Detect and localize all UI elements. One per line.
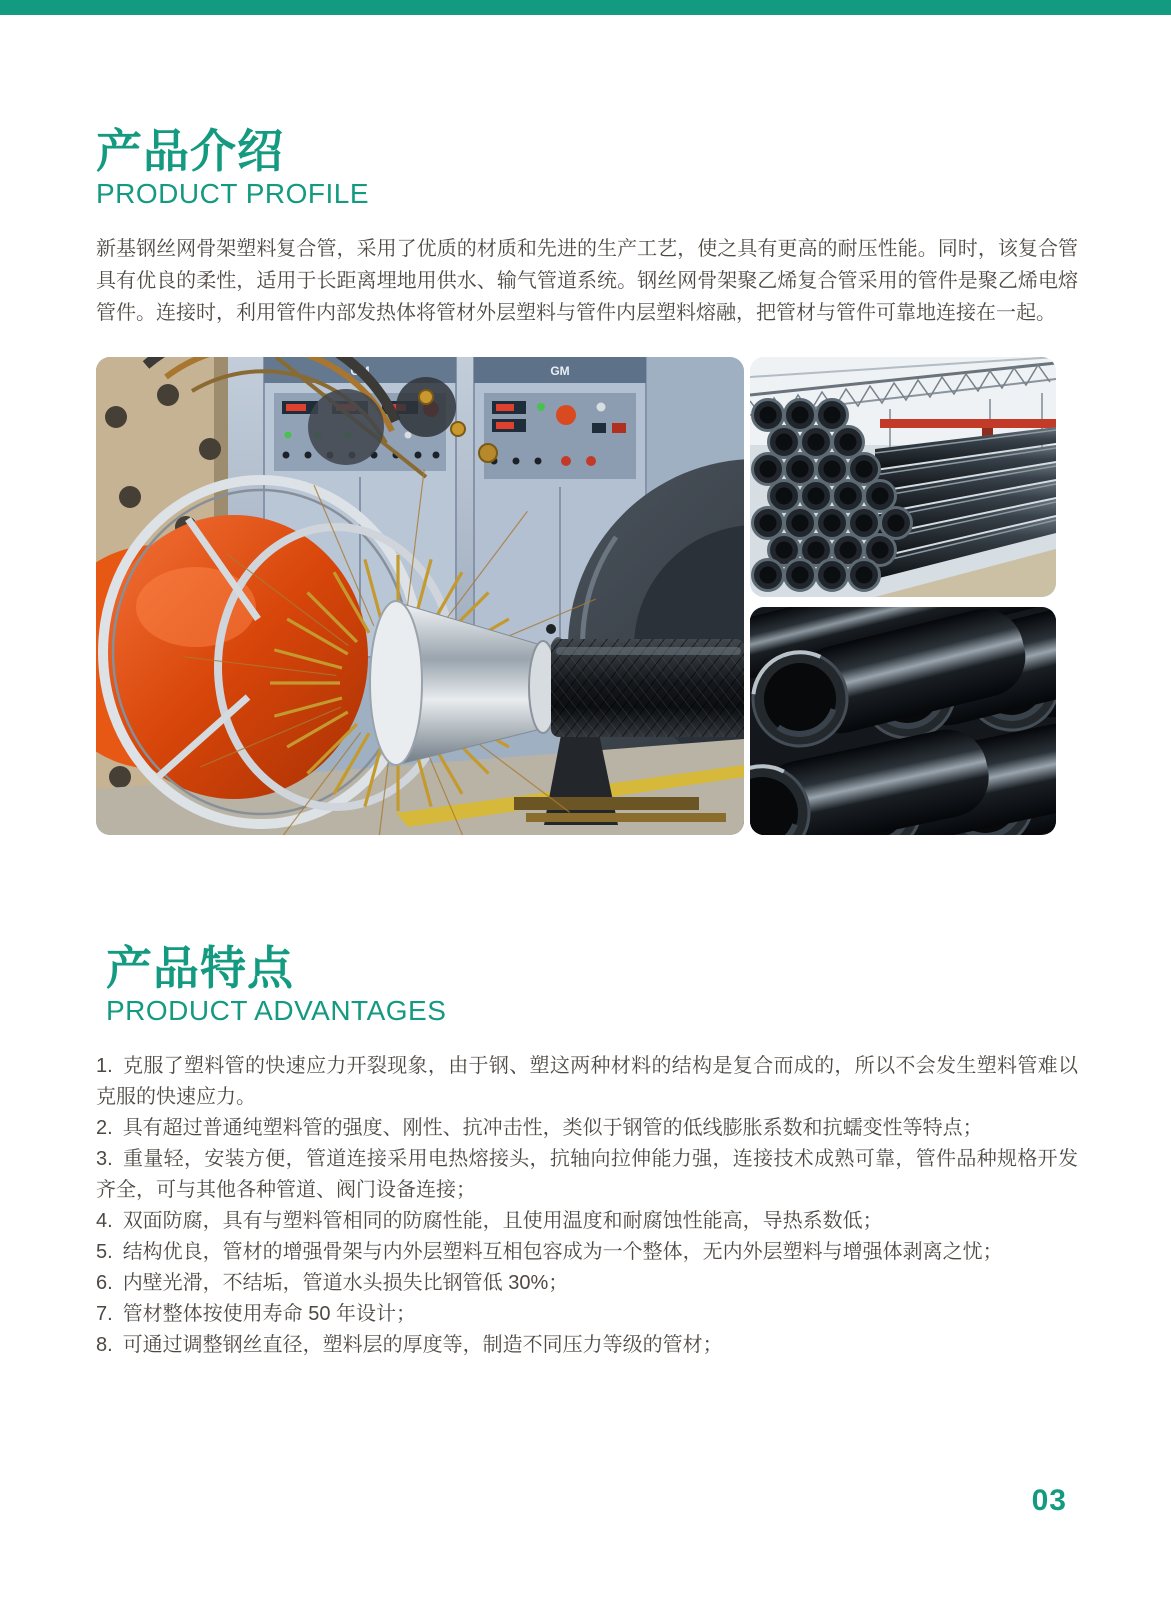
feature-number: 8. <box>96 1333 113 1356</box>
feature-number: 2. <box>96 1116 113 1139</box>
feature-text: 重量轻，安装方便，管道连接采用电热熔接头，抗轴向拉伸能力强，连接技术成熟可靠，管件品种规格开发齐全，可与其他各种管道、阀门设备连接； <box>96 1147 1078 1201</box>
braided-pipe <box>551 639 744 737</box>
section-features-header <box>96 943 1078 1026</box>
feature-text: 克服了塑料管的快速应力开裂现象，由于钢、塑这两种材料的结构是复合而成的，所以不会发生塑料管难以克服的快速应力。 <box>96 1054 1078 1108</box>
section-intro-header <box>96 0 1078 209</box>
feature-text: 具有超过普通纯塑料管的强度、刚性、抗冲击性，类似于钢管的低线膨胀系数和抗蠕变性等特点； <box>122 1116 983 1139</box>
machine-photo <box>96 357 744 835</box>
pipe-closeup-photo <box>750 607 1056 835</box>
warehouse-photo <box>750 357 1056 597</box>
page-number: 03 <box>1031 1484 1067 1517</box>
feature-item <box>96 1330 1078 1361</box>
section-intro-subtitle: PRODUCT PROFILE <box>96 177 370 209</box>
feature-item <box>96 1268 1078 1299</box>
feature-number: 5. <box>96 1240 113 1263</box>
photo-grid <box>96 357 1056 835</box>
feature-item <box>96 1206 1078 1237</box>
feature-item <box>96 1113 1078 1144</box>
feature-item <box>96 1051 1078 1113</box>
feature-number: 4. <box>96 1209 113 1232</box>
warehouse-photo-illustration <box>750 357 1056 597</box>
pipe-closeup-illustration <box>750 607 1056 835</box>
section-intro-title: 产品介绍 <box>96 125 284 177</box>
feature-item <box>96 1144 1078 1206</box>
feature-number: 7. <box>96 1302 113 1325</box>
crane-beam <box>880 419 1056 428</box>
feature-list <box>96 1051 1078 1361</box>
feature-number: 3. <box>96 1147 113 1170</box>
feature-text: 结构优良，管材的增强骨架与内外层塑料互相包容成为一个整体，无内外层塑料与增强体剥离之忧； <box>122 1240 1003 1263</box>
section-features-subtitle: PRODUCT ADVANTAGES <box>106 994 447 1026</box>
feature-text: 双面防腐，具有与塑料管相同的防腐性能，且使用温度和耐腐蚀性能高，导热系数低； <box>122 1209 883 1232</box>
feature-number: 1. <box>96 1054 113 1077</box>
gm-logo-text: GM <box>550 364 570 379</box>
feature-text: 管材整体按使用寿命 50 年设计； <box>122 1302 417 1325</box>
feature-number: 6. <box>96 1271 113 1294</box>
feature-item <box>96 1237 1078 1268</box>
page-content <box>96 0 1078 1361</box>
gm-logo-text: GM <box>350 364 370 379</box>
feature-item <box>96 1299 1078 1330</box>
machine-photo-illustration <box>96 357 744 835</box>
feature-text: 内壁光滑，不结垢，管道水头损失比钢管低 30%； <box>122 1271 569 1294</box>
photo-side-column <box>750 357 1056 835</box>
feature-text: 可通过调整钢丝直径，塑料层的厚度等，制造不同压力等级的管材； <box>122 1333 723 1356</box>
intro-paragraph: 新基钢丝网骨架塑料复合管，采用了优质的材质和先进的生产工艺，使之具有更高的耐压性能。同时，该复合管具有优良的柔性，适用于长距离埋地用供水、输气管道系统。钢丝网骨架聚乙烯复合管采用的管件是聚乙烯电熔管件。连接时，利用管件内部发热体将管材外层塑料与管件内层塑料熔融，把管材与管件可靠地连接在一起。 <box>96 238 1078 325</box>
section-features-title: 产品特点 <box>106 942 294 995</box>
